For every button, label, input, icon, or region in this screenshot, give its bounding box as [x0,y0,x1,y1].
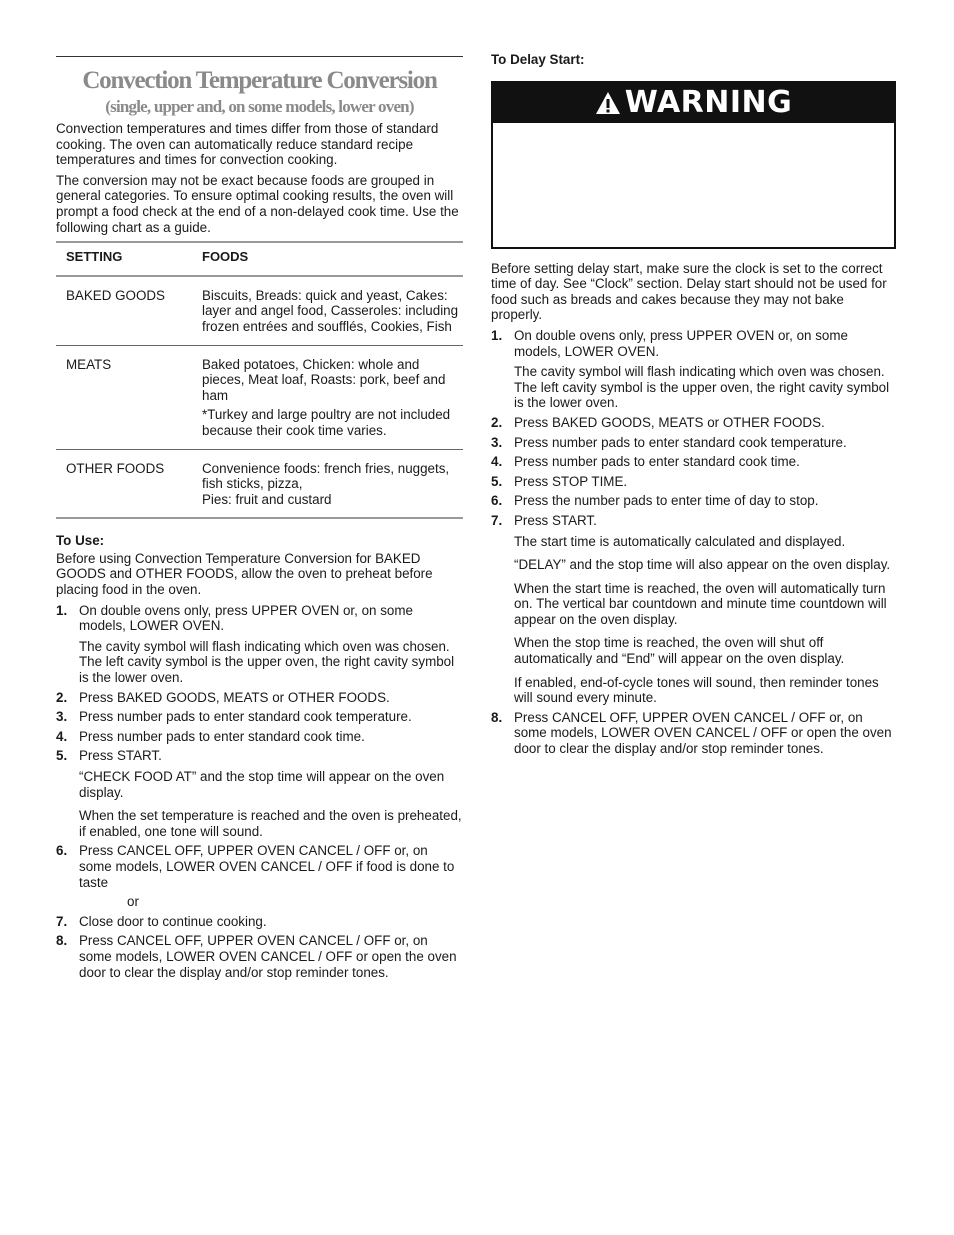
step-text: Press number pads to enter standard cook time. [79,728,365,744]
step-number: 3. [56,709,68,725]
list-item [56,933,463,980]
step-text: Press CANCEL OFF, UPPER OVEN CANCEL / OFF or, on some models, LOWER OVEN CANCEL / OFF or open the oven door to clear the display and/or stop reminder tones. [514,709,892,757]
list-item [56,843,463,909]
step-number: 1. [491,327,503,343]
step-text: Press the number pads to enter time of day to stop. [514,493,819,509]
delay-intro: Before setting delay start, make sure the clock is set to the correct time of day. See “Clock” section. Delay start should not be used for food such as breads and cakes because they may not bake properly. [491,260,887,323]
step-text: Press BAKED GOODS, MEATS or OTHER FOODS. [514,414,825,430]
table-cell-foods [192,345,463,449]
step-note: When the start time is reached, the oven will automatically turn on. The vertical bar countdown and minute time countdown will appear on the oven display. [514,580,887,627]
step-note: “CHECK FOOD AT” and the stop time will appear on the oven display. [79,769,445,800]
intro-paragraph-2: The conversion may not be exact because foods are grouped in general categories. To ensure optimal cooking results, the oven will prompt a food check at the end of a non-delayed cook time. Use the following chart as a guide. [56,172,459,235]
step-number: 8. [56,933,68,949]
to-use-intro: Before using Convection Temperature Conversion for BAKED GOODS and OTHER FOODS, allow the oven to preheat before placing food in the oven. [56,550,433,598]
step-note: When the set temperature is reached and the oven is preheated, if enabled, one tone will sound. [79,808,462,839]
step-number: 5. [56,748,68,764]
list-item [56,914,463,930]
table-cell-setting: OTHER FOODS [56,449,192,518]
left-column [56,56,463,984]
step-text: Press CANCEL OFF, UPPER OVEN CANCEL / OFF or, on some models, LOWER OVEN CANCEL / OFF or open the oven door to clear the display and/or stop reminder tones. [79,933,457,980]
delay-steps [491,328,896,757]
section-top-rule [56,56,463,57]
to-use-heading: To Use: [56,533,105,549]
step-number: 6. [491,493,503,509]
step-note: If enabled, end-of-cycle tones will sound, then reminder tones will sound every minute. [514,674,879,706]
foods-text: Baked potatoes, Chicken: whole and pieces, Meat loaf, Roasts: pork, beef and ham [202,356,446,403]
step-number: 6. [56,843,68,859]
table-row [56,276,463,345]
or-text: or [127,894,139,910]
step-text: Press START. [514,512,597,528]
warning-box [491,81,896,249]
table-row [56,345,463,449]
section-title: Convection Temperature Conversion [82,67,437,94]
step-number: 1. [56,602,68,618]
step-number: 2. [491,414,503,430]
step-text: Press CANCEL OFF, UPPER OVEN CANCEL / OFF or, on some models, LOWER OVEN CANCEL / OFF if food is done to taste [79,843,455,890]
warning-label: WARNING [624,84,793,120]
table-header-row [56,242,463,276]
step-number: 7. [56,913,68,929]
warning-triangle-icon [595,91,621,115]
warning-banner [493,83,894,123]
table-cell-setting: BAKED GOODS [56,276,192,345]
step-text: On double ovens only, press UPPER OVEN or, on some models, LOWER OVEN. [79,602,413,634]
list-item [56,690,463,706]
table-header-foods: FOODS [192,242,463,276]
list-item [56,748,463,839]
list-item [491,513,896,706]
intro-paragraph-1: Convection temperatures and times differ from those of standard cooking. The oven can automatically reduce standard recipe temperatures and times for convection cooking. [56,121,439,168]
list-item [491,474,896,490]
step-number: 8. [491,709,503,725]
list-item [491,328,896,411]
step-note: The cavity symbol will flash indicating which oven was chosen. The left cavity symbol is the upper oven, the right cavity symbol is the lower oven. [79,638,455,686]
step-number: 2. [56,689,68,705]
right-column [491,52,896,761]
list-item [56,709,463,725]
step-number: 3. [491,434,503,450]
conversion-table [56,241,463,519]
list-item [491,435,896,451]
foods-text-2: Pies: fruit and custard [202,491,332,507]
step-text: Close door to continue cooking. [79,913,267,929]
list-item [491,710,896,757]
step-text: Press STOP TIME. [514,473,628,489]
list-item [56,603,463,686]
table-row [56,449,463,518]
step-text: Press number pads to enter standard cook time. [514,454,800,470]
step-note: “DELAY” and the stop time will also appear on the oven display. [514,557,891,573]
step-note: The start time is automatically calculated and displayed. [514,533,846,549]
step-text: Press START. [79,748,162,764]
step-number: 4. [491,454,503,470]
step-note: The cavity symbol will flash indicating which oven was chosen. The left cavity symbol is the upper oven, the right cavity symbol is the lower oven. [514,364,890,411]
step-note: When the stop time is reached, the oven will shut off automatically and “End” will appear on the oven display. [514,635,845,667]
foods-note: *Turkey and large poultry are not included because their cook time varies. [202,407,451,438]
step-text: Press number pads to enter standard cook temperature. [79,709,412,725]
table-cell-foods: Biscuits, Breads: quick and yeast, Cakes: layer and angel food, Casseroles: including frozen entrées and soufflés, Cookies, Fish [192,276,463,345]
table-header-setting: SETTING [56,242,192,276]
step-number: 4. [56,728,68,744]
section-subtitle: (single, upper and, on some models, lower oven) [105,97,414,116]
list-item [491,493,896,509]
step-number: 5. [491,473,503,489]
list-item [56,729,463,745]
to-use-steps [56,603,463,980]
list-item [491,415,896,431]
table-cell-foods [192,449,463,518]
delay-start-heading: To Delay Start: [491,52,585,67]
list-item [491,454,896,470]
step-text: Press number pads to enter standard cook temperature. [514,434,847,450]
step-text: Press BAKED GOODS, MEATS or OTHER FOODS. [79,689,390,705]
foods-text: Convenience foods: french fries, nuggets, fish sticks, pizza, [202,460,450,492]
table-cell-setting: MEATS [56,345,192,449]
step-number: 7. [491,512,503,528]
step-text: On double ovens only, press UPPER OVEN or, on some models, LOWER OVEN. [514,327,848,359]
